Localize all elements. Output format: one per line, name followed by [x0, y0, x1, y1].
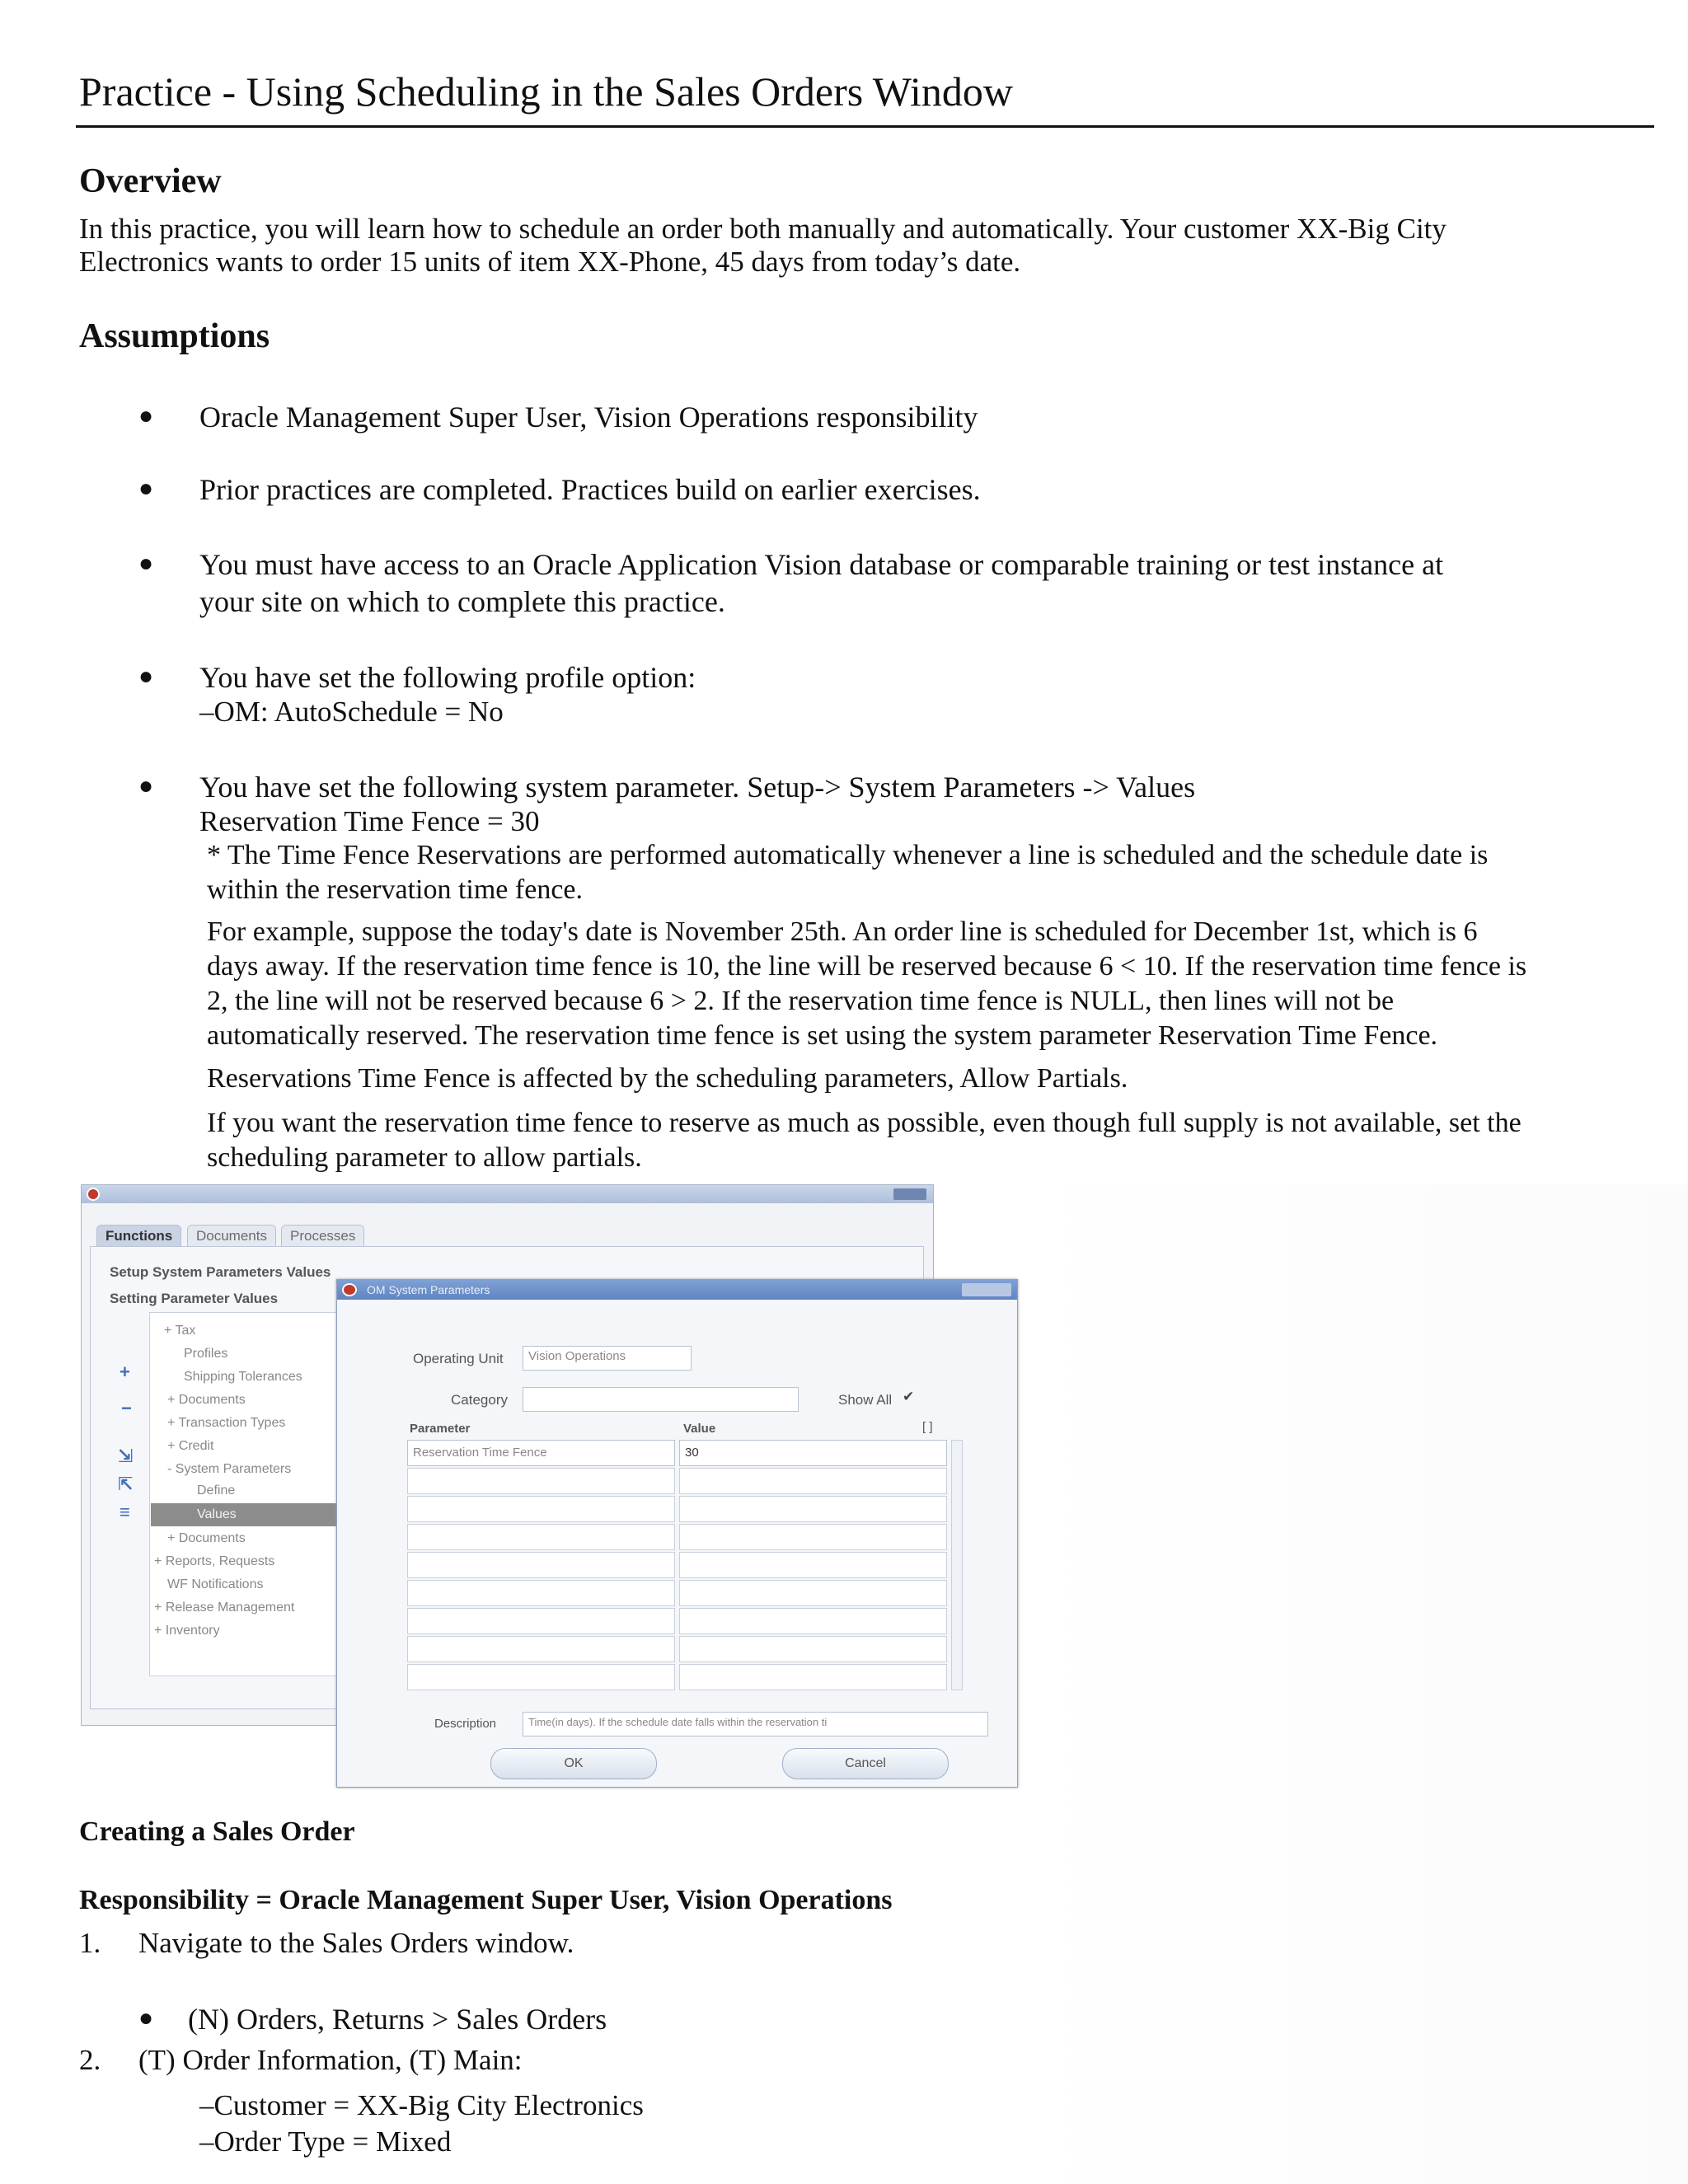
parameter-cell[interactable] [407, 1664, 675, 1690]
assumption-3-line-1: You must have access to an Oracle Application Vision database or comparable training or test instance at [199, 548, 1444, 581]
description-label: Description [434, 1717, 497, 1731]
note-2-line-1: For example, suppose the today's date is November 25th. An order line is scheduled for December 1st, which is 6 [207, 916, 1478, 947]
bullet-dot: ● [138, 663, 154, 690]
overview-line-2: Electronics wants to order 15 units of item XX-Phone, 45 days from today’s date. [79, 246, 1021, 278]
grid-scrollbar[interactable] [951, 1440, 963, 1690]
value-cell[interactable] [679, 1664, 947, 1690]
assumption-3-line-2: your site on which to complete this practice. [199, 585, 725, 618]
window-controls-icon[interactable] [962, 1283, 1011, 1296]
parameter-cell[interactable] [407, 1552, 675, 1578]
step-2-customer: –Customer = XX-Big City Electronics [199, 2089, 644, 2121]
navigator-tree[interactable] [149, 1312, 340, 1676]
bullet-dot: ● [138, 772, 154, 799]
tree-item-selected[interactable]: Values [197, 1507, 237, 1521]
note-2-line-3: 2, the line will not be reserved because 6 > 2. If the reservation time fence is NULL, then lines will not be [207, 986, 1395, 1016]
note-3: Reservations Time Fence is affected by the scheduling parameters, Allow Partials. [207, 1063, 1128, 1094]
tree-item[interactable]: + Inventory [154, 1624, 220, 1638]
tree-item[interactable]: Profiles [184, 1347, 228, 1361]
ok-button[interactable]: OK [490, 1748, 657, 1779]
parameter-cell[interactable]: Reservation Time Fence [407, 1440, 675, 1466]
operating-unit-field[interactable]: Vision Operations [523, 1346, 692, 1371]
description-field[interactable]: Time(in days). If the schedule date falls within the reservation ti [523, 1712, 988, 1736]
page-title: Practice - Using Scheduling in the Sales Orders Window [79, 68, 1013, 115]
navigator-titlebar [82, 1185, 933, 1203]
assumption-5: You have set the following system parameter. Setup-> System Parameters -> Values [199, 771, 1196, 804]
value-column-header: Value [683, 1422, 716, 1436]
assumption-2: Prior practices are completed. Practices build on earlier exercises. [199, 473, 981, 506]
value-cell[interactable] [679, 1608, 947, 1634]
parameter-column-header: Parameter [410, 1422, 471, 1436]
tab-processes[interactable]: Processes [281, 1225, 364, 1247]
show-all-checkbox[interactable]: ✔ [903, 1389, 915, 1404]
note-1-line-2: within the reservation time fence. [207, 874, 583, 905]
tree-item[interactable]: - System Parameters [167, 1462, 292, 1476]
note-2-line-2: days away. If the reservation time fence is 10, the line will be reserved because 6 < 10. If the reservation time fence is [207, 951, 1527, 982]
assumptions-heading: Assumptions [79, 317, 270, 355]
assumption-5-sub: Reservation Time Fence = 30 [199, 805, 540, 837]
assumption-4: You have set the following profile option: [199, 661, 696, 694]
cancel-button[interactable]: Cancel [782, 1748, 949, 1779]
value-cell[interactable] [679, 1636, 947, 1662]
overview-line-1: In this practice, you will learn how to schedule an order both manually and automatically. Your customer XX-Big City [79, 213, 1447, 245]
parameter-cell[interactable] [407, 1636, 675, 1662]
parameter-cell[interactable] [407, 1608, 675, 1634]
tree-item[interactable]: + Tax [164, 1324, 196, 1338]
bullet-dot: ● [138, 550, 154, 577]
expand-branch-icon[interactable]: ⇱ [118, 1474, 134, 1494]
note-1-line-1: * The Time Fence Reservations are performed automatically whenever a line is scheduled and the schedule date is [207, 840, 1489, 870]
value-cell[interactable] [679, 1468, 947, 1494]
value-cell[interactable] [679, 1496, 947, 1522]
value-cell[interactable] [679, 1580, 947, 1606]
operating-unit-label: Operating Unit [413, 1351, 504, 1366]
system-parameters-screenshot [81, 1184, 1016, 1786]
category-label: Category [451, 1392, 508, 1408]
dialog-title: OM System Parameters [367, 1283, 490, 1296]
tree-item[interactable]: WF Notifications [167, 1577, 264, 1591]
tree-item[interactable]: + Transaction Types [167, 1416, 286, 1430]
oracle-logo-icon [342, 1283, 357, 1296]
assumption-4-sub: –OM: AutoSchedule = No [199, 696, 504, 728]
parameter-cell[interactable] [407, 1524, 675, 1550]
section-heading: Creating a Sales Order [79, 1816, 355, 1847]
bullet-dot: ● [138, 475, 154, 502]
value-cell[interactable] [679, 1552, 947, 1578]
step-1-text: Navigate to the Sales Orders window. [138, 1927, 574, 1959]
tree-item[interactable]: + Documents [167, 1393, 246, 1407]
assumption-1: Oracle Management Super User, Vision Operations responsibility [199, 401, 978, 434]
tree-item[interactable]: Shipping Tolerances [184, 1370, 302, 1384]
parameter-cell[interactable] [407, 1496, 675, 1522]
tree-selection-highlight [151, 1503, 342, 1526]
tree-item[interactable]: Define [197, 1483, 236, 1497]
folder-icon[interactable]: [ ] [922, 1420, 933, 1434]
window-controls-icon[interactable] [893, 1188, 926, 1200]
tab-functions[interactable]: Functions [96, 1225, 181, 1247]
collapse-icon[interactable]: − [121, 1398, 132, 1418]
step-1-number: 1. [79, 1927, 101, 1959]
note-2-line-4: automatically reserved. The reservation time fence is set using the system parameter Reservation Time Fence. [207, 1020, 1438, 1051]
show-all-label: Show All [838, 1392, 893, 1408]
value-cell[interactable] [679, 1524, 947, 1550]
page-right-shade [1016, 1184, 1688, 2184]
bullet-dot: ● [138, 2004, 154, 2032]
tree-item[interactable]: + Credit [167, 1439, 214, 1453]
category-field[interactable] [523, 1387, 799, 1412]
tab-documents[interactable]: Documents [187, 1225, 276, 1247]
navigator-subheading: Setting Parameter Values [110, 1291, 279, 1306]
tree-item[interactable]: + Documents [167, 1531, 246, 1545]
title-rule [76, 125, 1654, 128]
collapse-all-icon[interactable]: ≡ [120, 1502, 130, 1522]
step-2-order-type: –Order Type = Mixed [199, 2125, 452, 2158]
step-2-number: 2. [79, 2044, 101, 2076]
parameter-cell[interactable] [407, 1580, 675, 1606]
overview-heading: Overview [79, 162, 222, 200]
expand-all-icon[interactable]: ⇲ [118, 1446, 134, 1466]
tree-item[interactable]: + Release Management [154, 1601, 295, 1615]
expand-icon[interactable]: + [120, 1361, 130, 1382]
step-1-navigation: (N) Orders, Returns > Sales Orders [188, 2003, 607, 2036]
value-cell[interactable]: 30 [679, 1440, 947, 1466]
tree-item[interactable]: + Reports, Requests [154, 1554, 275, 1568]
responsibility-line: Responsibility = Oracle Management Super User, Vision Operations [79, 1885, 893, 1915]
oracle-logo-icon [87, 1188, 100, 1201]
bullet-dot: ● [138, 402, 154, 429]
note-4-line-1: If you want the reservation time fence to reserve as much as possible, even though full supply is not available, set the [207, 1108, 1522, 1138]
parameter-cell[interactable] [407, 1468, 675, 1494]
step-2-text: (T) Order Information, (T) Main: [138, 2044, 523, 2076]
navigator-path: Setup System Parameters Values [110, 1264, 331, 1280]
note-4-line-2: scheduling parameter to allow partials. [207, 1142, 642, 1173]
om-system-parameters-dialog [336, 1279, 1018, 1788]
